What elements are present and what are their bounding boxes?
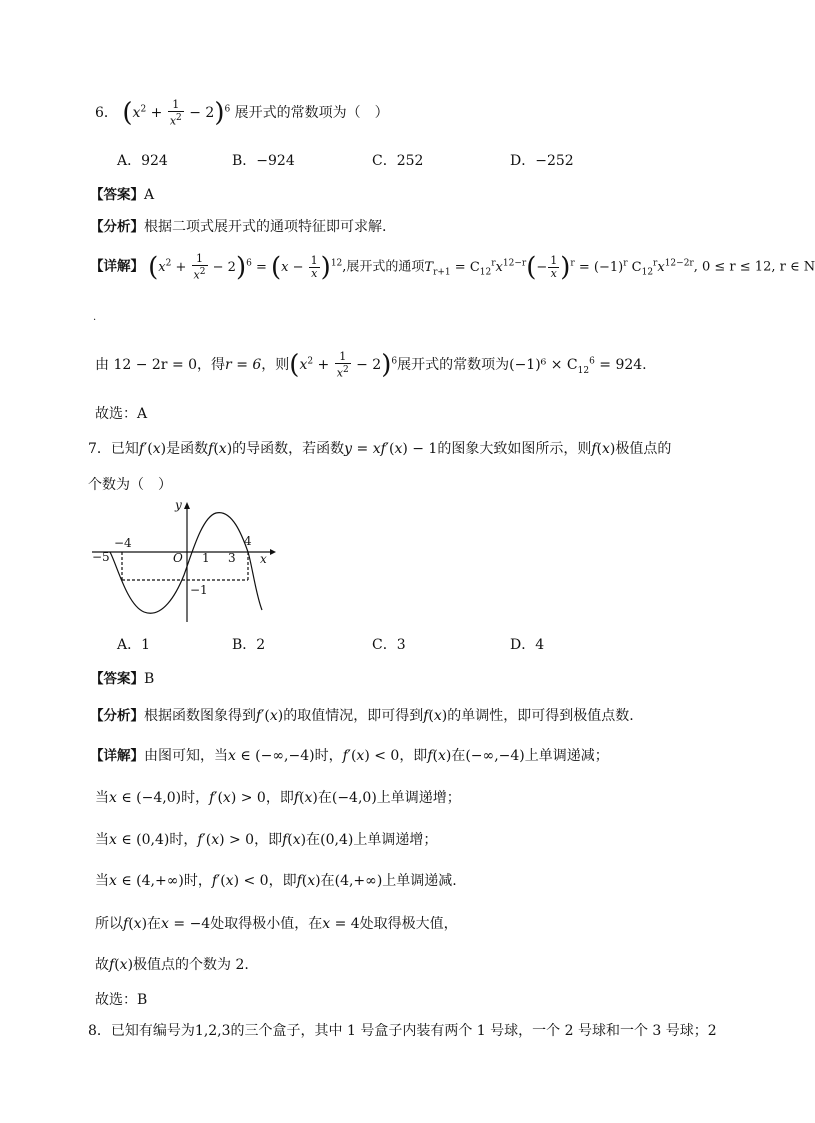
label-minus5: −5 (92, 550, 110, 564)
q6-option-a: A．924 (117, 153, 168, 169)
q7-detail-line6: 故f(x)极值点的个数为 2. (95, 957, 249, 973)
q7-d2-e: 上单调递增； (376, 790, 461, 806)
label-minus4: −4 (114, 536, 132, 550)
q7-d4-e: 上单调递减. (382, 873, 457, 889)
q7-l1-a: 已知 (110, 441, 139, 457)
q6-detail-tail: , 0 ≤ r ≤ 12, r ∈ N (693, 259, 815, 275)
q7-d1-a: 由图可知，当 (144, 748, 228, 764)
q8-stem (88, 1020, 717, 1040)
q7-d2-c: ，即 (265, 790, 294, 806)
analysis-text: 根据二项式展开式的通项特征即可求解. (144, 219, 387, 235)
detail-tag: 【详解】 (90, 748, 144, 764)
q7-d5-b: 在 (147, 916, 162, 932)
q6-general-term: $T_{r+1} = C_{12}^rx^{12-r}(-$ $\frac{1}{x}$ )$^r = (-1)^r$ $C_{12}^rx^{12-2r}$ (424, 252, 694, 282)
q7-d4-c: ，即 (268, 873, 297, 889)
q6-solve-line: 由 12 − 2r = 0，得r = 6，则($x^2$ + $\frac{1}{x^2}$ − 2)$^6$展开式的常数项为$(-1)^6 \times C_{12}^6 = 924$. (95, 349, 647, 380)
q7-d5-d: 处取得极大值， (359, 916, 458, 932)
q6-text: 展开式的常数项为（ ） (234, 105, 389, 121)
q8-number: 8． (88, 1023, 111, 1039)
q7-d1-e: 上单调递减； (524, 748, 609, 764)
q7-d4-d: 在 (320, 873, 335, 889)
q7-d2-a: 当 (95, 790, 109, 806)
curve (110, 513, 262, 614)
q7-d1-b: 时， (314, 748, 343, 764)
q7-l1-d: 的图象大致如图所示，则 (437, 441, 592, 457)
q7-d1-c: ，即 (399, 748, 428, 764)
q6-option-c: C．252 (372, 153, 424, 169)
q6-l2-a: 由 (95, 357, 109, 373)
q7-d2-d: 在 (317, 790, 332, 806)
q7-option-c: C．3 (372, 637, 406, 653)
q7-option-b: B．2 (232, 637, 266, 653)
q7-stem-line2: 个数为（ ） (88, 477, 172, 493)
label-3: 3 (228, 551, 236, 565)
q7-d3-a: 当 (95, 832, 109, 848)
q6-l2-c: ，则 (261, 357, 290, 373)
q6-number: 6． (95, 105, 118, 121)
analysis-tag: 【分析】 (90, 708, 144, 724)
answer-tag: 【答案】 (90, 671, 144, 687)
q7-d1-d: 在 (451, 748, 466, 764)
q7-detail-line3: 当x ∈ (0,4)时，f′(x) > 0，即f(x)在(0,4)上单调递增； (95, 832, 438, 848)
y-axis-arrow (184, 502, 190, 509)
q7-number: 7． (88, 441, 111, 457)
answer-tag: 【答案】 (90, 187, 144, 203)
q7-l1-e: 极值点的 (615, 441, 672, 457)
q7-d4-b: 时， (183, 873, 212, 889)
answer-value: B (144, 671, 155, 687)
q7-d3-c: ，即 (254, 832, 283, 848)
q7-l1-c: 的导函数，若函数 (232, 441, 345, 457)
q6-detail (90, 252, 815, 282)
q7-l1-b: 是函数 (166, 441, 209, 457)
q7-an-c: 的单调性，即可得到极值点数. (447, 708, 634, 724)
q7-d3-d: 在 (306, 832, 321, 848)
q6-detail-expr: ($x^2$ + $\frac{1}{x^2}$ − 2)$^6$ = (x − $\frac{1}{x}$ )$^{12}$ (148, 251, 343, 282)
q7-d2-b: 时， (181, 790, 210, 806)
q7-detail-line2: 当x ∈ (−4,0)时，f′(x) > 0，即f(x)在(−4,0)上单调递增； (95, 790, 461, 806)
label-origin: O (173, 551, 183, 565)
q7-d3-e: 上单调递增； (353, 832, 438, 848)
q7-option-a: A．1 (117, 637, 151, 653)
q8-text: 已知有编号为1,2,3的三个盒子，其中 1 号盒子内装有两个 1 号球，一个 2 号球和一个 3 号球；2 (110, 1023, 717, 1039)
analysis-tag: 【分析】 (90, 219, 144, 235)
q6-analysis (90, 215, 386, 236)
q7-d5-a: 所以 (95, 916, 123, 932)
q7-detail-line4: 当x ∈ (4,+∞)时，f′(x) < 0，即f(x)在(4,+∞)上单调递减. (95, 873, 457, 889)
q6-option-d: D．−252 (510, 153, 574, 169)
q7-answer (90, 667, 154, 687)
q7-d5-c: 处取得极小值，在 (210, 916, 323, 932)
q6-l2-eq: 12 − 2r = 0 (113, 357, 198, 373)
detail-tag: 【详解】 (90, 258, 144, 275)
q6-l2-f: = 924. (599, 357, 647, 373)
q7-an-b: 的取值情况，即可得到 (283, 708, 424, 724)
q6-dot: . (93, 312, 97, 323)
q7-d4-a: 当 (95, 873, 109, 889)
label-y: y (175, 498, 182, 512)
q7-detail-line1: 【详解】由图可知，当x ∈ (−∞,−4)时，f′(x) < 0，即f(x)在(−∞,−4)上单调递减； (90, 748, 609, 764)
q6-l2-d: 展开式的常数项为 (397, 357, 510, 373)
q7-detail-line5: 所以f(x)在x = −4处取得极小值，在x = 4处取得极大值， (95, 916, 458, 932)
q7-choose: 故选：B (95, 992, 148, 1008)
q7-analysis: 【分析】根据函数图象得到f′(x)的取值情况，即可得到f(x)的单调性，即可得到极值点数. (90, 708, 634, 724)
label-4: 4 (244, 534, 252, 548)
q7-stem-line1: 7．已知f′(x)是函数f(x)的导函数，若函数y = xf′(x) − 1的图象大致如图所示，则f(x)极值点的 (88, 441, 672, 457)
q6-l2-e: (−1)⁶ × C (509, 357, 578, 373)
q6-stem (95, 98, 389, 128)
q7-d6-b: 极值点的个数为 2. (133, 957, 249, 973)
q7-an-a: 根据函数图象得到 (144, 708, 256, 724)
q6-choose: 故选：A (95, 406, 148, 422)
answer-value: A (144, 187, 155, 203)
q6-l2-b: ，得 (197, 357, 226, 373)
q7-d3-b: 时， (169, 832, 198, 848)
q6-detail-mid: ,展开式的通项 (342, 259, 425, 275)
label-x: x (260, 552, 267, 566)
q6-answer (90, 183, 154, 203)
q7-d6-a: 故 (95, 957, 109, 973)
label-1: 1 (202, 551, 210, 565)
q7-function-graph (92, 495, 282, 625)
q6-l2-expr: ($x^2$ + $\frac{1}{x^2}$ − 2)$^6$ (289, 349, 398, 380)
q6-expression: ($x^2$ + $\frac{1}{x^2}$ − 2)$^6$ (122, 97, 231, 128)
x-axis-arrow (270, 549, 276, 555)
q7-option-d: D．4 (510, 637, 545, 653)
q6-option-b: B．−924 (232, 153, 295, 169)
label-minus1: −1 (190, 583, 208, 597)
q6-l2-r: r = 6 (225, 357, 262, 373)
